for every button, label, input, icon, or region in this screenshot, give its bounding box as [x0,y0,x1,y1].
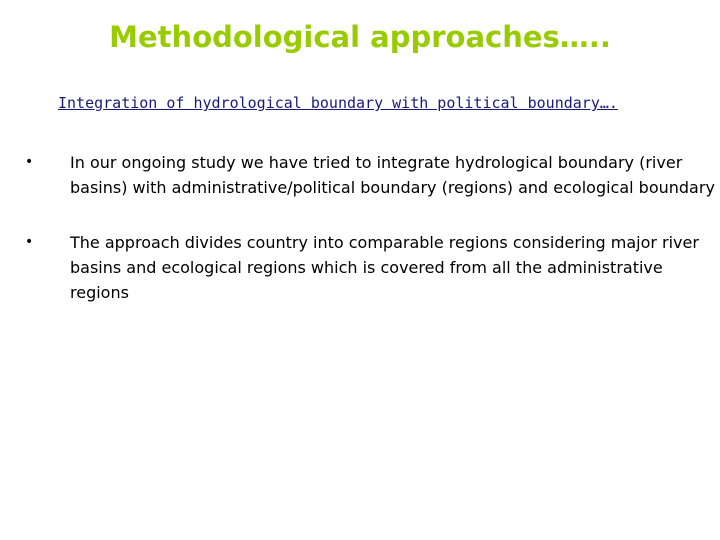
slide-title: Methodological approaches….. [109,20,611,54]
bullet-dot-icon: • [25,154,34,170]
bullet-dot-icon: • [25,234,34,250]
bullet-text: In our ongoing study we have tried to integrate hydrological boundary (river basins) with administrative/political boundary (regions) and ecological boundary [70,153,715,197]
bullet-text: The approach divides country into comparable regions considering major river basins and ecological regions which is covered from all the administrative regions [70,233,699,302]
bullet-list [0,150,720,335]
slide-subtitle-link[interactable]: Integration of hydrological boundary with political boundary…. [58,94,618,112]
bullet-item [0,150,720,200]
bullet-item [0,230,720,305]
